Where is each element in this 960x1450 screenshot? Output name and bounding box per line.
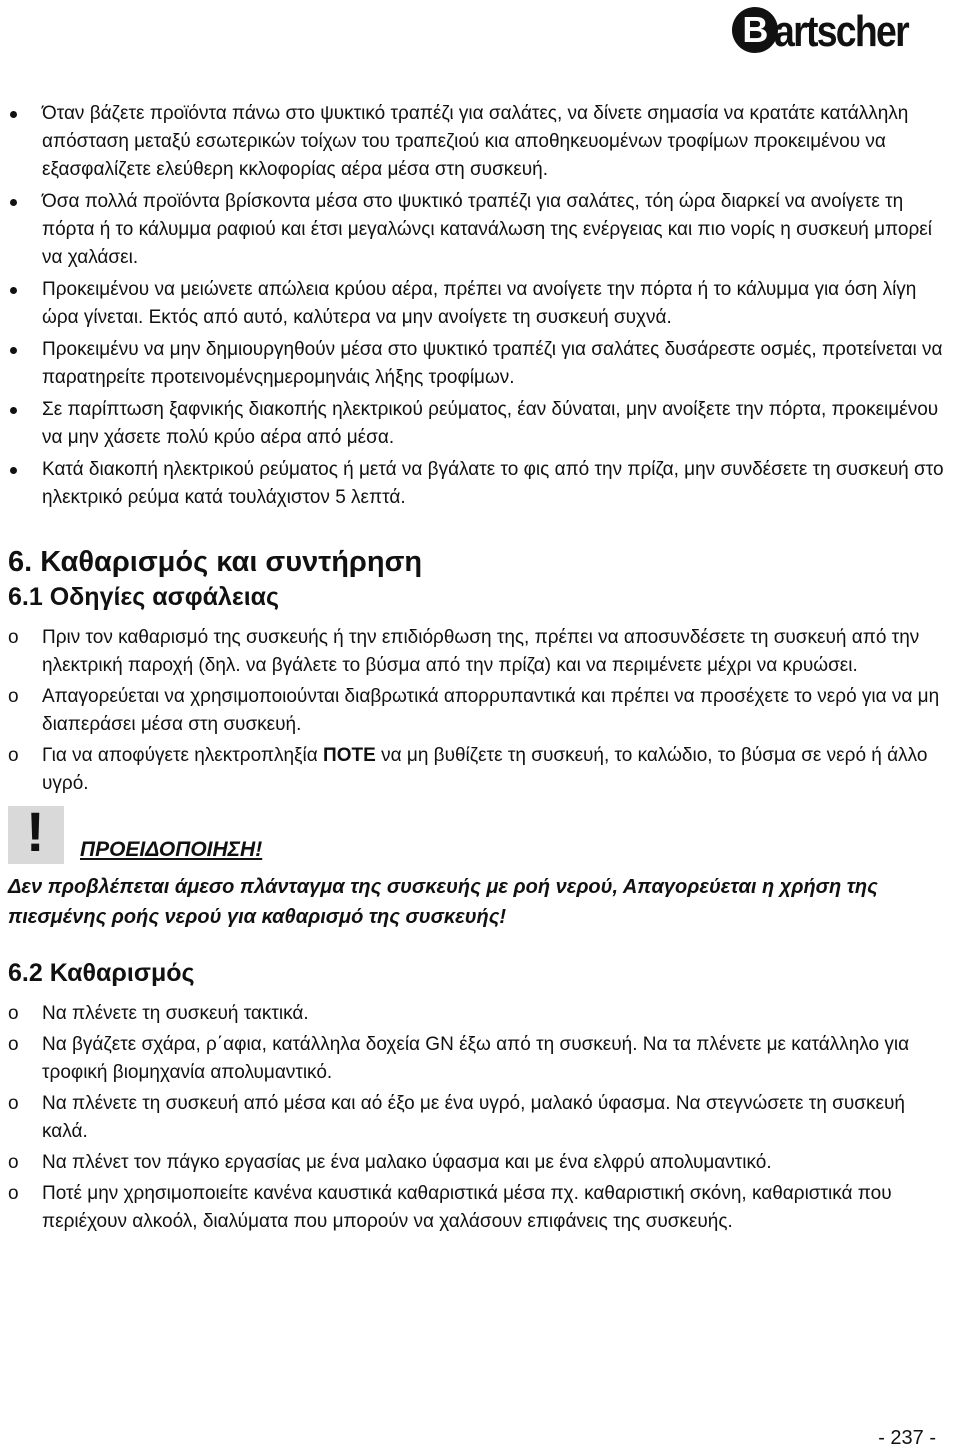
page-number: - 237 - [878, 1427, 936, 1449]
logo-initial: B [732, 7, 778, 53]
list-item-text: Απαγορεύεται να χρησιμοποιούνται διαβρωτικά απορρυπαντικά και πρέπει να προσέχετε το νερό για να μη διαπεράσει μέσα στη συσκευή. [42, 686, 940, 735]
list-item-text: Να πλένετε τη συσκευή από μέσα και αό έξο με ένα υγρό, μαλακό ύφασμα. Να στεγνώσετε τη συσκευή καλά. [42, 1093, 905, 1142]
list-item [8, 1090, 953, 1146]
circle-bullet: o [8, 1003, 19, 1024]
list-item-text: Για να αποφύγετε ηλεκτροπληξία [42, 745, 324, 766]
brand-logo [732, 4, 932, 60]
circle-bullet: o [8, 686, 19, 707]
circle-bullet: o [8, 1093, 19, 1114]
list-item: Προκειμένυ να μην δημιουργηθούν μέσα στο ψυκτικό τραπέζι για σαλάτες δυσάρεστε οσμές, προτείνεται να παρατηρείτε προτεινομένςημερομηνάις λήξης τροφίμων. [8, 336, 953, 392]
list-item-text: Πριν τον καθαρισμό της συσκευής ή την επιδιόρθωση της, πρέπει να αποσυνδέσετε τη συσκευή από την ηλεκτρική παροχή (δηλ. να βγάλετε το βύσμα από την πρίζα) και να περιμένετε μέχρι να κρυώσει. [42, 627, 920, 676]
circle-bullet: o [8, 745, 19, 766]
subsection-title-safety: 6.1 Οδηγίες ασφάλειας [8, 583, 280, 611]
page-content [8, 100, 953, 1239]
usage-notes-list [8, 100, 953, 512]
list-item: Κατά διακοπή ηλεκτρικού ρεύματος ή μετά να βγάλατε το φις από την πρίζα, μην συνδέσετε τη συσκευή στο ηλεκτρικό ρεύμα κατά τουλάχιστον 5 λεπτά. [8, 456, 953, 512]
list-item [8, 624, 953, 680]
section-title: 6. Καθαρισμός και συντήρηση [8, 546, 423, 578]
list-item [8, 1031, 953, 1087]
list-item-text: Ποτέ μην χρησιμοποιείτε κανένα καυστικά καθαριστικά μέσα πχ. καθαριστική σκόνη, καθαριστικά που περιέχουν αλκοόλ, διαλύματα που μπορούν να χαλάσουν επιφάνεις της συσκευής. [42, 1183, 892, 1232]
circle-bullet: o [8, 1034, 19, 1055]
list-item [8, 1000, 953, 1028]
list-item-text: Να πλένετ τον πάγκο εργασίας με ένα μαλακο ύφασμα και με ένα ελφρύ απολυμαντικό. [42, 1152, 772, 1173]
list-item: Προκειμένου να μειώνετε απώλεια κρύου αέρα, πρέπει να ανοίγετε την πόρτα ή το κάλυμμα για όση λίγη ώρα γίνεται. Εκτός από αυτό, καλύτερα να μην ανοίγετε τη συσκευή συχνά. [8, 276, 953, 332]
list-item-text: Να πλένετε τη συσκευή τακτικά. [42, 1003, 309, 1024]
list-item [8, 1149, 953, 1177]
warning-text: Δεν προβλέπεται άμεσο πλάνταγμα της συσκευής με ροή νερού, Απαγορεύεται η χρήση της πιεσμένης ροής νερού για καθαρισμό της συσκευής! [8, 876, 878, 928]
subsection-title-cleaning: 6.2 Καθαρισμός [8, 959, 195, 987]
circle-bullet: o [8, 627, 19, 648]
list-item-text: να μη βυθίζετε τη συσκευή, το καλώδιο, το βύσμα σε νερό ή άλλο υγρό. [42, 745, 928, 794]
list-item-text: Να βγάζετε σχάρα, ρ΄αφια, κατάλληλα δοχεία GN έξω από τη συσκευή. Να τα πλένετε με κατάλληλο για τροφική βιομηχανία απολυμαντικό. [42, 1034, 910, 1083]
safety-list [8, 624, 953, 798]
list-item: Όσα πολλά προϊόντα βρίσκοντα μέσα στο ψυκτικό τραπέζι για σαλάτες, τόη ώρα διαρκεί να ανοίγετε τη πόρτα ή το κάλυμμα ραφιού και έτσι μεγαλώνςι κατανάλωση της ενέργειας και πιο νορίς η συσκευή μπορεί να χαλάσει. [8, 188, 953, 272]
warning-title: ΠΡΟΕΙΔΟΠΟΙΗΣΗ! [80, 838, 263, 861]
warning-box [8, 800, 953, 872]
cleaning-list [8, 1000, 953, 1236]
circle-bullet: o [8, 1152, 19, 1173]
exclamation-icon: ! [8, 806, 64, 864]
list-item [8, 742, 953, 798]
list-item [8, 1180, 953, 1236]
list-item [8, 683, 953, 739]
circle-bullet: o [8, 1183, 19, 1204]
logo-text: artscher [774, 7, 909, 56]
emphasis-never: ΠΟΤΕ [323, 745, 376, 766]
list-item: Όταν βάζετε προϊόντα πάνω στο ψυκτικό τραπέζι για σαλάτες, να δίνετε σημασία να κρατάτε κατάλληλη απόσταση μεταξύ εσωτερικών τοίχων του τραπεζιού κια αποθηκευομένων τροφίμων προκειμένου να εξασφαλίζετε ελεύθερη κκλοφορίας αέρα μέσα στη συσκευή. [8, 100, 953, 184]
list-item: Σε παρίπτωση ξαφνικής διακοπής ηλεκτρικού ρεύματος, έαν δύναται, μην ανοίξετε την πόρτα, προκειμένου να μην χάσετε πολύ κρύο αέρα από μέσα. [8, 396, 953, 452]
